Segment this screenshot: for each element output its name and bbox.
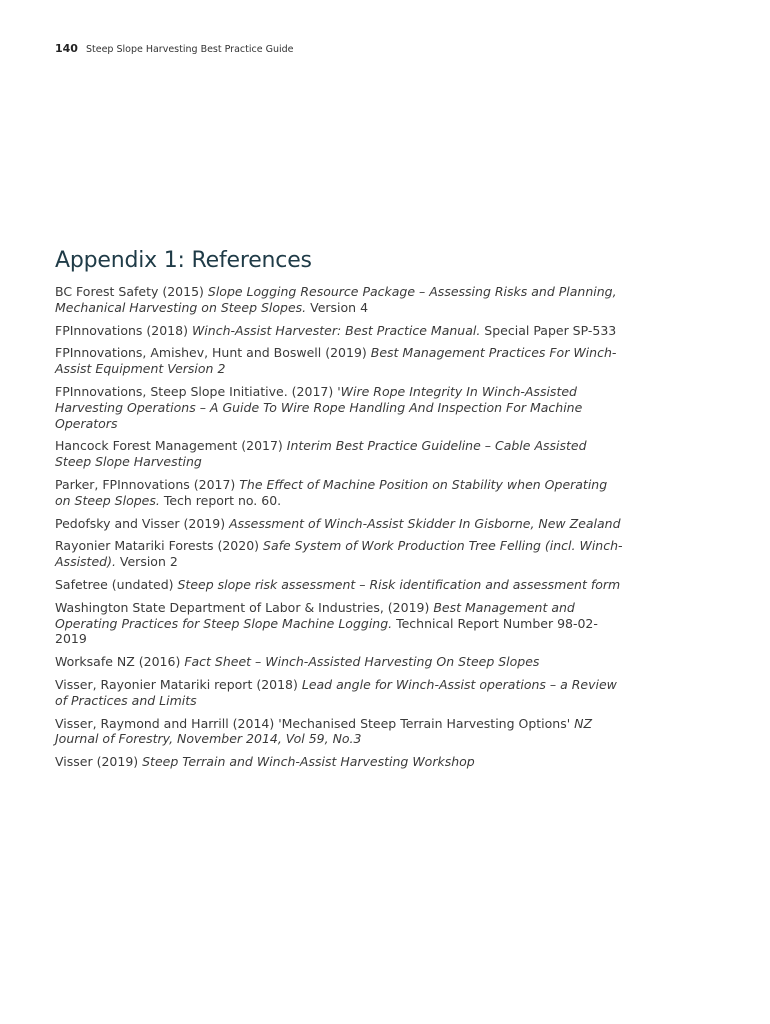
page-number: 140 [55, 42, 78, 55]
reference-item [55, 577, 625, 593]
reference-title: NZ Journal of Forestry, November 2014, Vol 59, No.3 [55, 715, 593, 747]
reference-item [55, 438, 625, 470]
reference-item [55, 345, 625, 377]
reference-title: Lead angle for Winch-Assist operations – a Review of Practices and Limits [55, 676, 617, 708]
reference-title: Best Management Practices For Winch-Assist Equipment Version 2 [55, 345, 617, 377]
reference-source: Pedofsky and Visser (2019) [55, 515, 230, 531]
reference-list [55, 284, 625, 777]
reference-title: Steep slope risk assessment – Risk identification and assessment form [177, 576, 621, 592]
reference-source: Hancock Forest Management (2017) [55, 438, 287, 454]
reference-details: Technical Report Number 98-02-2019 [55, 615, 598, 647]
running-header [55, 42, 293, 55]
reference-item [55, 477, 625, 509]
reference-details: Version 4 [306, 299, 369, 315]
reference-title: Slope Logging Resource Package – Assessing Risks and Planning, Mechanical Harvesting on Steep Slopes. [55, 284, 617, 315]
reference-item [55, 677, 625, 709]
reference-details: Tech report no. 60. [159, 492, 282, 508]
reference-item [55, 538, 625, 570]
reference-source: Worksafe NZ (2016) [55, 654, 185, 670]
reference-source: FPInnovations (2018) [55, 322, 192, 338]
reference-source: Washington State Department of Labor & Industries, (2019) [55, 599, 434, 615]
page-heading: Appendix 1: References [55, 248, 312, 273]
reference-item [55, 754, 625, 770]
reference-item [55, 716, 625, 748]
reference-title: 'Wire Rope Integrity In Winch-Assisted Harvesting Operations – A Guide To Wire Rope Handling And Inspection For Machine Operators [55, 383, 583, 431]
reference-title: The Effect of Machine Position on Stability when Operating on Steep Slopes. [55, 476, 608, 508]
reference-details: Version 2 [115, 554, 178, 570]
reference-item [55, 516, 625, 532]
guide-title: Steep Slope Harvesting Best Practice Guide [85, 44, 294, 55]
reference-source: FPInnovations, Steep Slope Initiative. (2017) [55, 383, 338, 399]
reference-source: BC Forest Safety (2015) [55, 284, 208, 299]
reference-title: Fact Sheet – Winch-Assisted Harvesting On Steep Slopes [184, 654, 540, 670]
reference-title: Steep Terrain and Winch-Assist Harvesting Workshop [142, 754, 475, 770]
reference-source: Parker, FPInnovations (2017) [55, 476, 240, 492]
reference-source: Safetree (undated) [55, 576, 178, 592]
reference-source: Visser (2019) [55, 754, 143, 770]
reference-title: Assessment of Winch-Assist Skidder In Gisborne, New Zealand [229, 515, 621, 531]
reference-title: Interim Best Practice Guideline – Cable Assisted Steep Slope Harvesting [55, 438, 587, 470]
reference-source: Visser, Raymond and Harrill (2014) 'Mechanised Steep Terrain Harvesting Options' [55, 715, 575, 731]
reference-details: Special Paper SP-533 [480, 322, 617, 338]
reference-title: Safe System of Work Production Tree Felling (incl. Winch-Assisted). [55, 538, 623, 570]
reference-source: FPInnovations, Amishev, Hunt and Boswell (2019) [55, 345, 371, 361]
reference-item [55, 323, 625, 339]
reference-item [55, 600, 625, 647]
reference-item [55, 284, 625, 316]
reference-title: Winch-Assist Harvester: Best Practice Manual. [191, 322, 481, 338]
reference-item [55, 384, 625, 431]
reference-title: Best Management and Operating Practices for Steep Slope Machine Logging. [55, 599, 575, 631]
reference-source: Rayonier Matariki Forests (2020) [55, 538, 264, 554]
reference-item [55, 654, 625, 670]
reference-source: Visser, Rayonier Matariki report (2018) [55, 676, 302, 692]
